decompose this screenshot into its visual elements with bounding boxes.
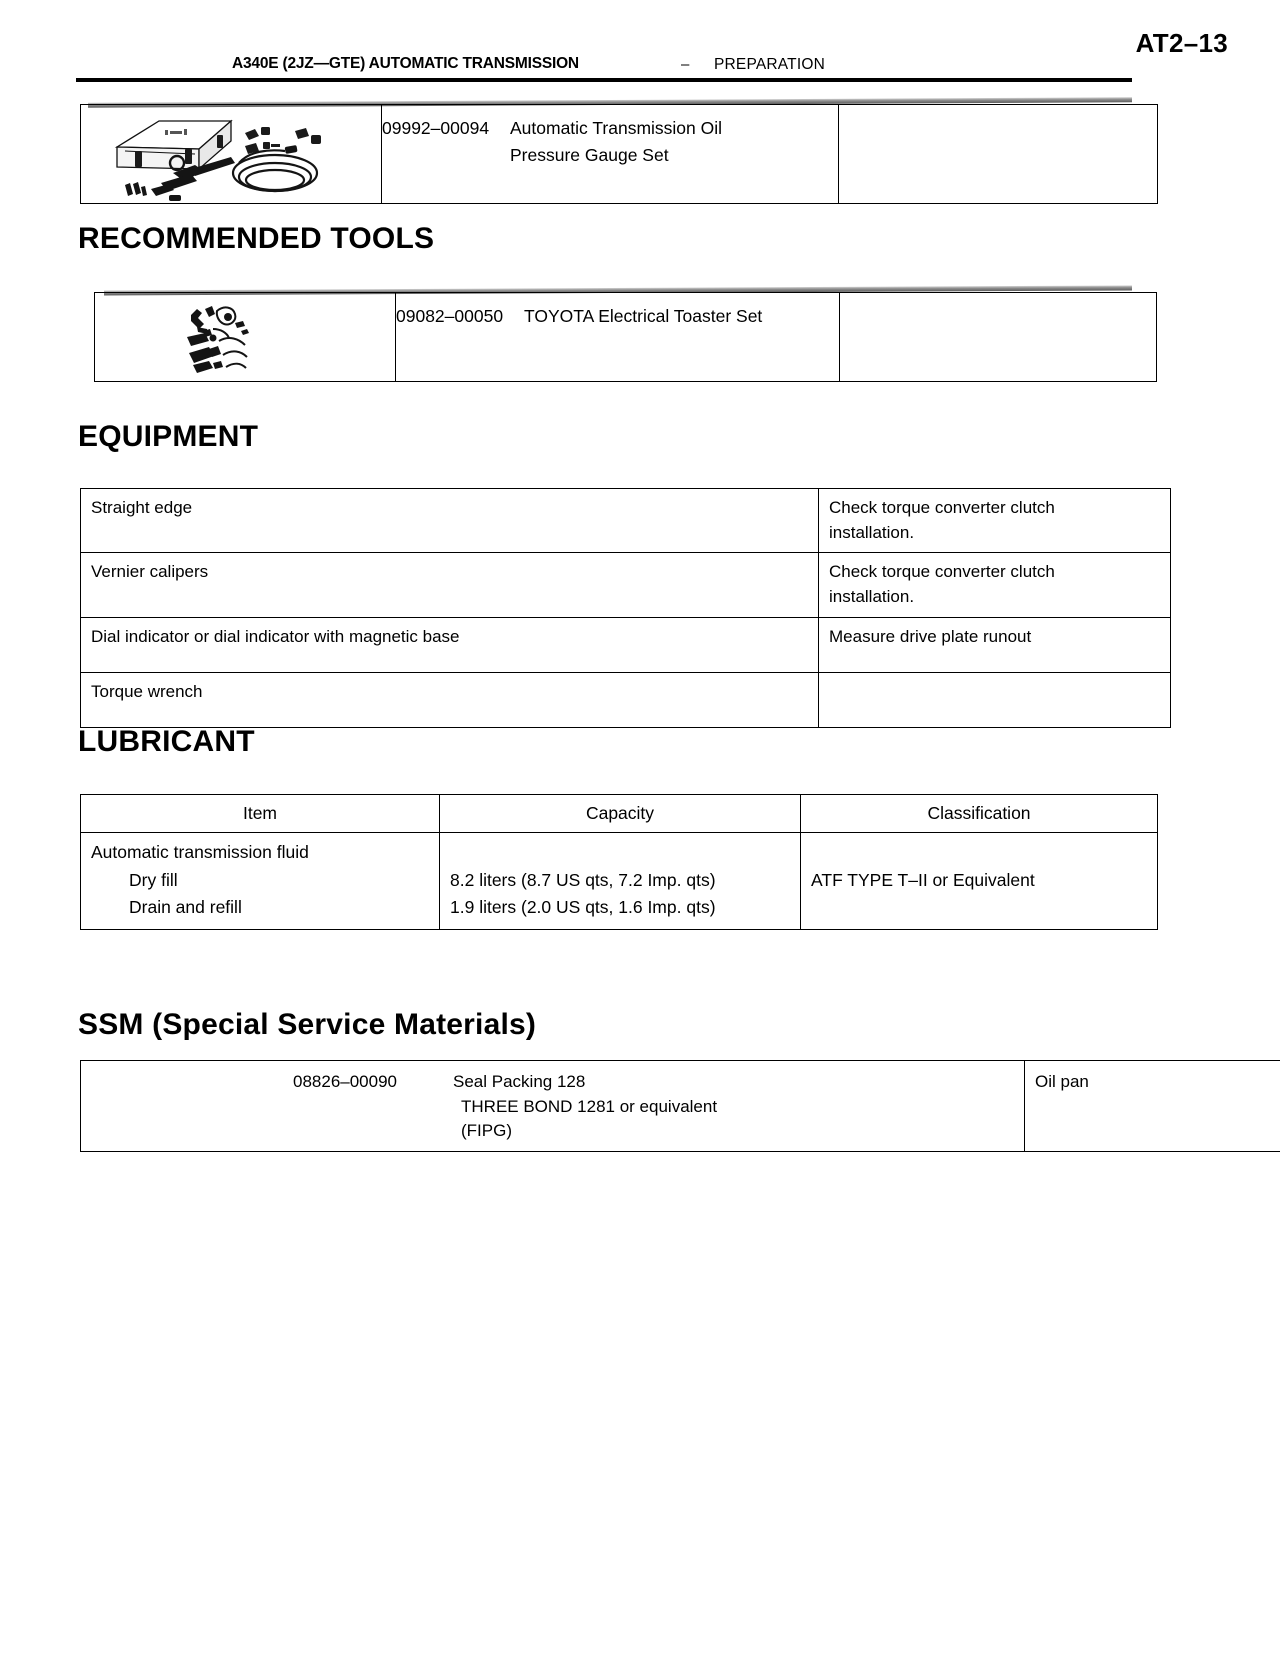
sst-name <box>510 115 722 169</box>
equipment-item-cell <box>81 489 819 553</box>
sst-description-cell <box>382 105 839 204</box>
sst-code: 09992–00094 <box>382 118 490 138</box>
equipment-use-line1: Check torque converter clutch <box>829 562 1055 582</box>
ssm-table <box>80 1060 1280 1152</box>
lubricant-capacity-cell <box>440 833 801 929</box>
page-number: AT2–13 <box>1135 28 1228 58</box>
lubricant-column-item: Item <box>81 795 440 833</box>
ssm-application-cell: Oil pan <box>1025 1061 1280 1152</box>
equipment-use-line1: Check torque converter clutch <box>829 498 1055 517</box>
sst-name-line1: Automatic Transmission Oil <box>510 118 723 138</box>
ssm-name-line1: Seal Packing 128 <box>453 1072 586 1091</box>
sst-table <box>80 104 1158 204</box>
recommended-tool-description-cell <box>396 293 840 382</box>
table-row <box>81 617 1171 672</box>
table-row <box>95 293 1157 382</box>
equipment-item-label: Torque wrench <box>91 681 203 701</box>
header-rule <box>76 78 1132 82</box>
lubricant-heading: LUBRICANT <box>78 725 255 758</box>
table-row <box>81 489 1171 553</box>
ssm-name-line2: THREE BOND 1281 or equivalent <box>461 1096 718 1116</box>
lubricant-capacity-dry-fill: 8.2 liters (8.7 US qts, 7.2 Imp. qts) <box>450 869 716 890</box>
recommended-tools-table <box>94 292 1157 382</box>
recommended-tool-name-line1: TOYOTA Electrical Toaster Set <box>524 306 763 326</box>
equipment-item-cell <box>81 617 819 672</box>
equipment-use-line1: Measure drive plate runout <box>829 626 1032 646</box>
sst-name-line2: Pressure Gauge Set <box>510 145 669 166</box>
table-row <box>81 105 1158 204</box>
ssm-code: 08826–00090 <box>293 1072 398 1091</box>
lubricant-item-label: Automatic transmission fluid <box>91 842 309 863</box>
lubricant-item-cell <box>81 833 440 929</box>
header-separator: – <box>681 56 690 73</box>
recommended-tool-illustration-cell <box>95 293 396 382</box>
electrical-toaster-set-icon <box>183 301 333 381</box>
table-row <box>81 833 1158 929</box>
equipment-use-cell <box>819 617 1171 672</box>
equipment-use-cell <box>819 489 1171 553</box>
equipment-item-label: Dial indicator or dial indicator with magnetic base <box>91 626 460 646</box>
lubricant-column-classification: Classification <box>801 795 1158 833</box>
equipment-use-cell <box>819 672 1171 727</box>
header-title: A340E (2JZ—GTE) AUTOMATIC TRANSMISSION <box>232 55 579 72</box>
lubricant-column-capacity: Capacity <box>440 795 801 833</box>
header-subtitle: PREPARATION <box>714 56 826 73</box>
equipment-table <box>80 488 1171 728</box>
ssm-heading: SSM (Special Service Materials) <box>78 1008 537 1041</box>
equipment-use-cell <box>819 553 1171 617</box>
sst-illustration-cell <box>81 105 382 204</box>
recommended-tools-heading: RECOMMENDED TOOLS <box>78 222 435 255</box>
recommended-tool-code: 09082–00050 <box>396 306 504 326</box>
equipment-use-line2: installation. <box>829 522 915 542</box>
ssm-description-cell <box>81 1061 1025 1152</box>
equipment-item-label: Vernier calipers <box>91 562 209 582</box>
table-row <box>81 1061 1280 1152</box>
lubricant-table <box>80 794 1158 930</box>
table-row <box>81 553 1171 617</box>
sst-note-cell <box>839 105 1158 204</box>
lubricant-subitem-label: Drain and refill <box>129 896 242 917</box>
ssm-name-line3: (FIPG) <box>461 1121 512 1141</box>
table-header-row <box>81 795 1158 833</box>
lubricant-classification-cell <box>801 833 1158 929</box>
equipment-item-label: Straight edge <box>91 498 193 517</box>
equipment-use-line2: installation. <box>829 586 915 606</box>
lubricant-subitem-label: Dry fill <box>129 869 178 890</box>
transmission-oil-pressure-gauge-set-icon <box>99 111 339 203</box>
recommended-tool-name <box>524 303 762 330</box>
table-row <box>81 672 1171 727</box>
recommended-tool-note-cell <box>840 293 1157 382</box>
ssm-name <box>453 1070 717 1144</box>
equipment-item-cell <box>81 672 819 727</box>
equipment-heading: EQUIPMENT <box>78 420 259 453</box>
lubricant-capacity-drain-refill: 1.9 liters (2.0 US qts, 1.6 Imp. qts) <box>450 896 716 917</box>
lubricant-classification-value: ATF TYPE T–II or Equivalent <box>811 869 1035 890</box>
equipment-item-cell <box>81 553 819 617</box>
